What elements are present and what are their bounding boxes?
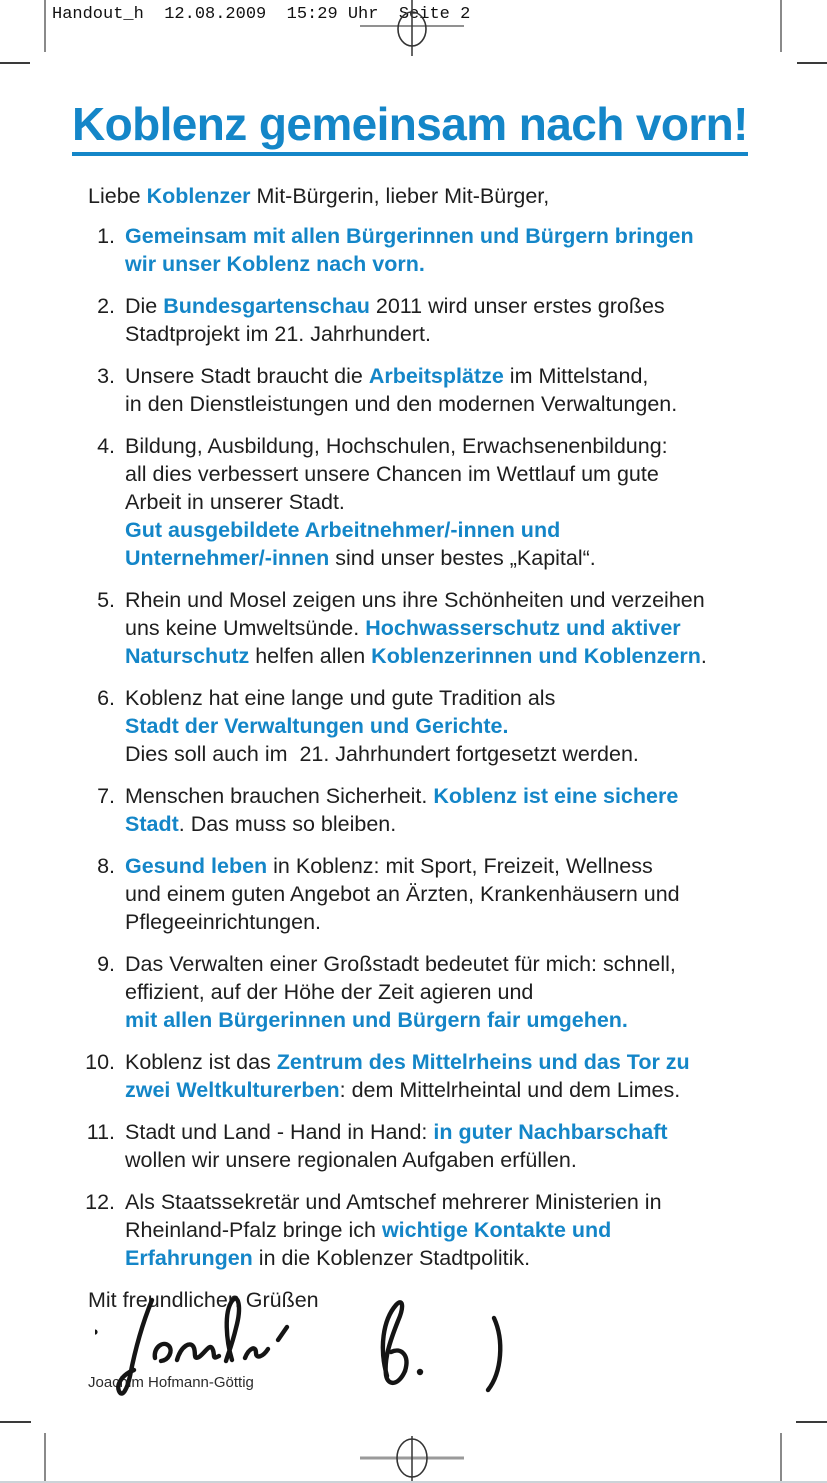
- highlighted-text: mit allen Bürgerinnen und Bürgern fair umgehen.: [125, 1008, 628, 1032]
- body-text: wollen wir unsere regionalen Aufgaben erfüllen.: [125, 1148, 577, 1172]
- body-text: 2011 wird unser erstes großes: [369, 294, 665, 318]
- item-number: 2.: [97, 294, 115, 318]
- list-item: [0, 222, 827, 278]
- highlighted-text: Erfahrungen: [125, 1246, 253, 1270]
- list-item: [0, 362, 827, 418]
- highlighted-text: Hochwasserschutz und aktiver: [365, 616, 681, 640]
- highlighted-text: Naturschutz: [125, 644, 250, 668]
- body-text: Liebe: [88, 184, 147, 208]
- crop-mark-bottom-right-tick: [796, 1421, 827, 1423]
- body-text: und einem guten Angebot an Ärzten, Krankenhäusern und: [125, 882, 680, 906]
- highlighted-text: wir unser Koblenz nach vorn.: [125, 252, 425, 276]
- page-title: Koblenz gemeinsam nach vorn!: [72, 101, 748, 156]
- registration-mark-top-icon: [352, 0, 472, 56]
- item-number: 10.: [85, 1050, 115, 1074]
- list-item: [0, 684, 827, 768]
- highlighted-text: wichtige Kontakte und: [381, 1218, 612, 1242]
- body-text: uns keine Umweltsünde.: [125, 616, 366, 640]
- crop-mark-bottom-right-vertical: [780, 1433, 782, 1483]
- item-number: 4.: [97, 434, 115, 458]
- body-text: Rhein und Mosel zeigen uns ihre Schönheiten und verzeihen: [125, 588, 705, 612]
- body-text: Stadt und Land - Hand in Hand:: [125, 1120, 434, 1144]
- item-text: [125, 222, 827, 278]
- body-text: Rheinland-Pfalz bringe ich: [125, 1218, 382, 1242]
- highlighted-text: Koblenzer: [146, 184, 251, 208]
- item-text: [125, 852, 827, 936]
- item-text: [125, 362, 827, 418]
- body-text: sind unser bestes „Kapital“.: [329, 546, 596, 570]
- list-item: [0, 1118, 827, 1174]
- list-item: [0, 782, 827, 838]
- item-number: 8.: [97, 854, 115, 878]
- body-text: Stadtprojekt im 21. Jahrhundert.: [125, 322, 431, 346]
- highlighted-text: Unternehmer/-innen: [125, 546, 330, 570]
- print-slug-line: Handout_h 12.08.2009 15:29 Uhr Seite 2: [52, 5, 471, 24]
- highlighted-text: in guter Nachbarschaft: [433, 1120, 668, 1144]
- list-item: [0, 1188, 827, 1272]
- item-text: [125, 684, 827, 768]
- body-text: Koblenz hat eine lange und gute Tradition als: [125, 686, 556, 710]
- list-item: [0, 586, 827, 670]
- item-number: 1.: [97, 224, 115, 248]
- crop-mark-top-right-tick: [797, 62, 827, 64]
- body-text: all dies verbessert unsere Chancen im Wettlauf um gute: [125, 462, 659, 486]
- item-text: [125, 292, 827, 348]
- body-text: Das Verwalten einer Großstadt bedeutet für mich: schnell,: [125, 952, 676, 976]
- body-text: im Mittelstand,: [503, 364, 649, 388]
- highlighted-text: Arbeitsplätze: [368, 364, 504, 388]
- items-list: [0, 222, 827, 1272]
- item-text: [125, 1188, 827, 1272]
- greeting: [88, 182, 827, 210]
- highlighted-text: zwei Weltkulturerben: [125, 1078, 340, 1102]
- body-text: : dem Mittelrheintal und dem Limes.: [339, 1078, 681, 1102]
- body-text: Unsere Stadt braucht die: [125, 364, 369, 388]
- signature-image: [95, 1288, 515, 1403]
- body-text: .: [700, 644, 707, 668]
- highlighted-text: Zentrum des Mittelrheins und das Tor zu: [276, 1050, 690, 1074]
- item-number: 9.: [97, 952, 115, 976]
- highlighted-text: Gesund leben: [125, 854, 268, 878]
- highlighted-text: Koblenz ist eine sichere: [433, 784, 679, 808]
- item-text: [125, 1048, 827, 1104]
- item-text: [125, 1118, 827, 1174]
- highlighted-text: Koblenzerinnen und Koblenzern: [371, 644, 701, 668]
- body-text: . Das muss so bleiben.: [178, 812, 397, 836]
- body-text: Pflegeeinrichtungen.: [125, 910, 322, 934]
- list-item: [0, 432, 827, 572]
- crop-mark-top-left-vertical: [44, 0, 46, 52]
- body-text: Mit-Bürgerin, lieber Mit-Bürger,: [250, 184, 550, 208]
- signer-name: Joachim Hofmann-Göttig: [88, 1374, 254, 1391]
- body-text: in den Dienstleistungen und den modernen Verwaltungen.: [125, 392, 678, 416]
- item-number: 7.: [97, 784, 115, 808]
- list-item: [0, 1048, 827, 1104]
- closing-line: Mit freundlichen Grüßen: [88, 1288, 319, 1312]
- body-text: Koblenz ist das: [125, 1050, 277, 1074]
- highlighted-text: Bundesgartenschau: [163, 294, 370, 318]
- item-number: 11.: [86, 1120, 115, 1144]
- body-text: helfen allen: [249, 644, 372, 668]
- item-text: [125, 586, 827, 670]
- crop-mark-bottom-left-vertical: [44, 1433, 46, 1483]
- item-text: [125, 432, 827, 572]
- item-number: 6.: [97, 686, 115, 710]
- body-text: Als Staatssekretär und Amtschef mehrerer Ministerien in: [125, 1190, 662, 1214]
- body-text: Arbeit in unserer Stadt.: [125, 490, 345, 514]
- list-item: [0, 292, 827, 348]
- body-text: in Koblenz: mit Sport, Freizeit, Wellness: [267, 854, 653, 878]
- body-text: Dies soll auch im 21. Jahrhundert fortgesetzt werden.: [125, 742, 639, 766]
- crop-mark-top-left-tick: [0, 62, 30, 64]
- registration-mark-bottom-icon: [352, 1436, 472, 1483]
- body-text: in die Koblenzer Stadtpolitik.: [252, 1246, 531, 1270]
- item-number: 12.: [85, 1190, 115, 1214]
- highlighted-text: Gut ausgebildete Arbeitnehmer/-innen und: [125, 518, 561, 542]
- letter-body: [0, 182, 827, 1314]
- item-text: [125, 950, 827, 1034]
- body-text: Menschen brauchen Sicherheit.: [125, 784, 434, 808]
- list-item: [0, 852, 827, 936]
- body-text: effizient, auf der Höhe der Zeit agieren und: [125, 980, 534, 1004]
- highlighted-text: Gemeinsam mit allen Bürgerinnen und Bürgern bringen: [125, 224, 694, 248]
- item-text: [125, 782, 827, 838]
- highlighted-text: Stadt der Verwaltungen und Gerichte.: [125, 714, 509, 738]
- body-text: Die: [125, 294, 164, 318]
- highlighted-text: Stadt: [125, 812, 179, 836]
- crop-mark-bottom-left-tick: [0, 1421, 31, 1423]
- item-number: 5.: [97, 588, 115, 612]
- item-number: 3.: [97, 364, 115, 388]
- crop-mark-top-right-vertical: [780, 0, 782, 52]
- list-item: [0, 950, 827, 1034]
- body-text: Bildung, Ausbildung, Hochschulen, Erwachsenenbildung:: [125, 434, 668, 458]
